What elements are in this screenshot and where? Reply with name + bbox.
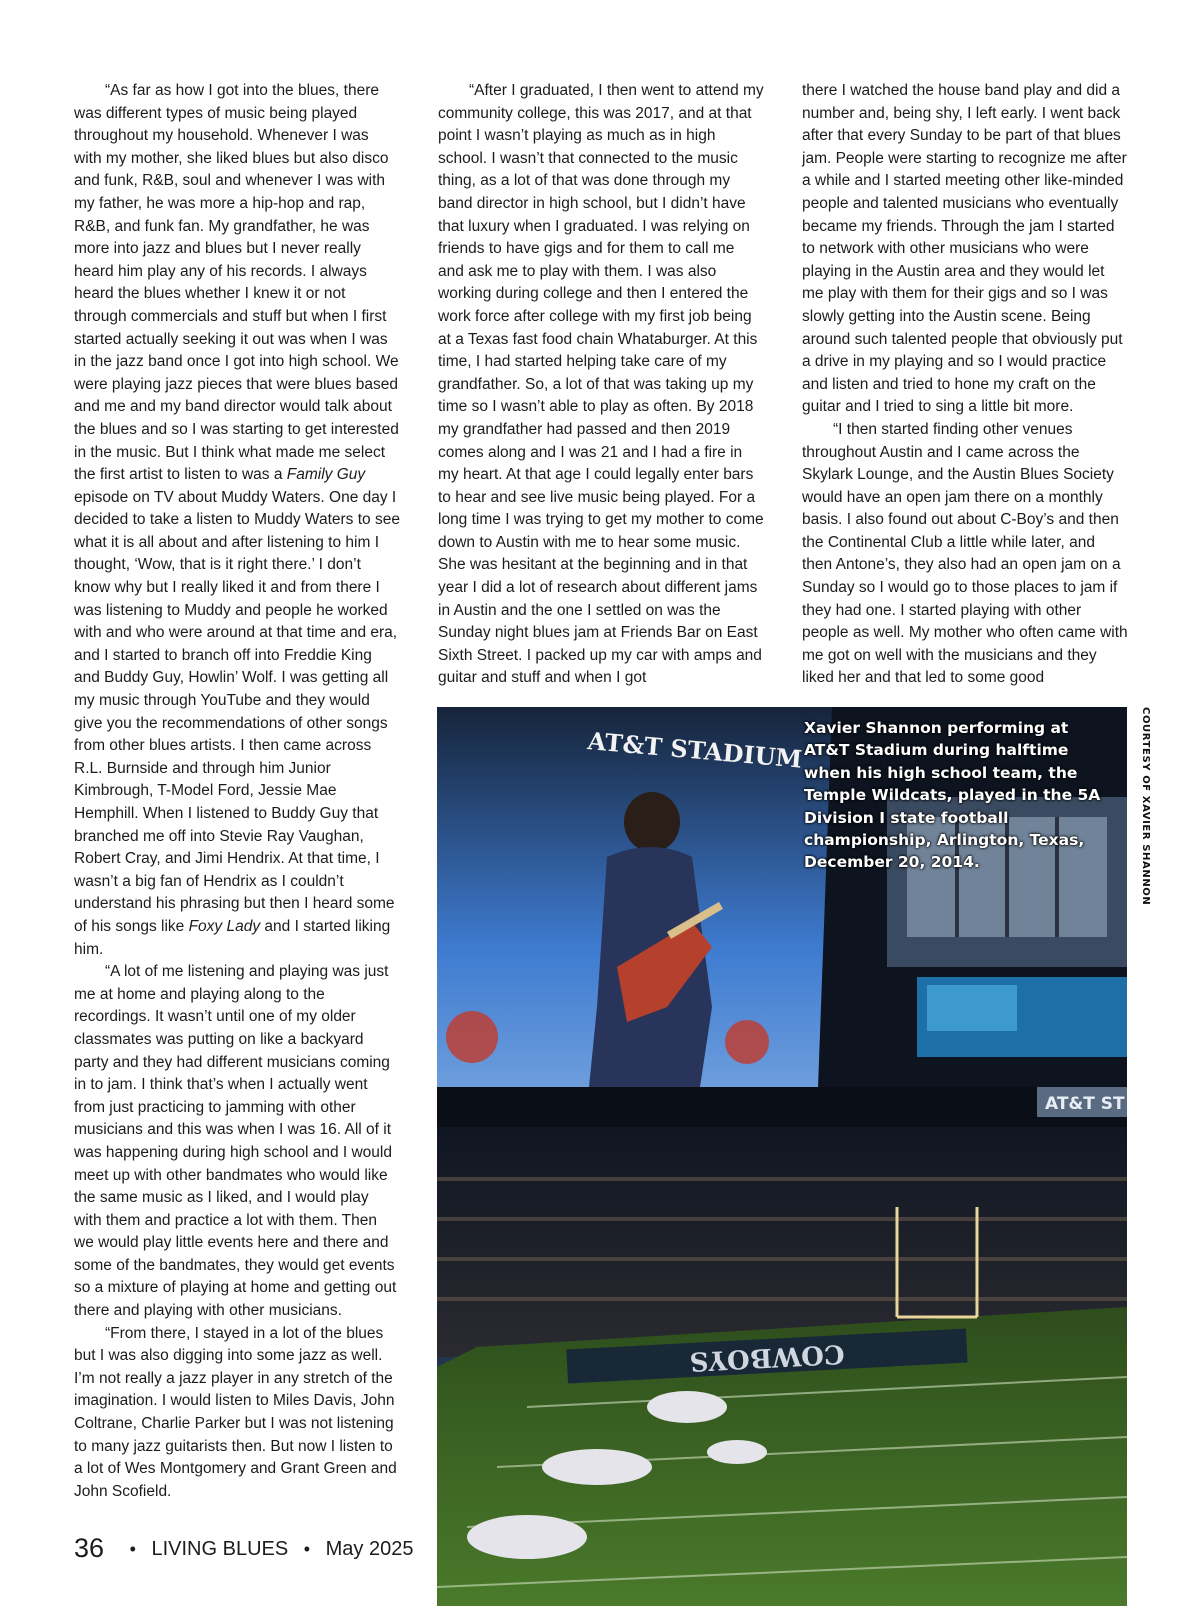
screen-sign: AT&T STADIUM [586,726,804,774]
footer-bullet: • [303,1539,311,1559]
footer-bullet: • [129,1539,136,1559]
photo-caption: Xavier Shannon performing at AT&T Stadium during halftime when his high school team, the Temple Wildcats, played in the 5A Division I state football championship, Arlington, Texas, December 20, 2014. [804,719,1101,872]
side-sign: AT&T ST [1045,1094,1125,1114]
article-column-2 [438,80,764,690]
paragraph-5: there I watched the house band play and did a number and, being shy, I left early. I went back after that every Sunday to be part of that blues jam. People were starting to recognize me after a while and I started meeting other like-minded people and talented musicians who eventually became my friends. Through the jam I started to network with other musicians who were playing in the Austin area and they would let me play with them for their gigs and so I was slowly getting into the Austin scene. Being around such talented people that obviously put a drive in my playing and so I would practice and listen and tried to hone my craft on the guitar and I tried to sing a little bit more. [802,82,1127,416]
issue-date: May 2025 [325,1538,414,1560]
article-column-3 [802,80,1128,690]
paragraph-4: “After I graduated, I then went to attend my community college, this was 2017, and at that point I wasn’t playing as much as in high school. I wasn’t that connected to the music thing, as a lot of that was done through my band director in high school, but I didn’t have that luxury when I graduated. I was relying on friends to have gigs and for them to call me and ask me to play with them. I was also working during college and then I entered the work force after college with my first job being at a Texas fast food chain Whataburger. At this time, I had started helping take care of my grandfather. So, a lot of that was taking up my time so I wasn’t able to play as often. By 2018 my grandfather had passed and then 2019 comes along and I was 21 and I had a fire in my heart. At that age I could legally enter bars to hear and see live music being played. For a long time I was trying to get my mother to come down to Austin with me to hear some music. She was hesitant at the beginning and in that year I did a lot of research about different jams in Austin and the one I settled on was the Sunday night blues jam at Friends Bar on East Sixth Street. I packed up my car with amps and guitar and stuff and when I got [438,82,764,687]
paragraph-2: “A lot of me listening and playing was just me at home and playing along to the recordings. It wasn’t until one of my older classmates was putting on like a backyard party and they had different musicians coming in to jam. I think that’s when I actually went from just practicing to jamming with other musicians and this was when I was 16. All of it was happening during high school and I would meet up with other bandmates who would like the same music as I liked, and I would play with them and practice a lot with them. Then we would play little events here and there and some of the bandmates, they would get events so a mixture of playing at home and getting out there and playing with other musicians. [74,963,397,1320]
paragraph-3: “From there, I stayed in a lot of the blues but I was also digging into some jazz as well. I’m not really a jazz player in any stretch of the imagination. I would listen to Miles Davis, John Coltrane, Charlie Parker but I was not listening to many jazz guitarists then. But now I listen to a lot of Wes Montgomery and Grant Green and John Scofield. [74,1324,397,1500]
article-column-1 [74,80,400,1503]
publication-name: LIVING BLUES [151,1538,289,1560]
photo-credit: COURTESY OF XAVIER SHANNON [1140,707,1151,906]
page-footer [74,1533,413,1564]
endzone-text: COWBOYS [688,1337,846,1377]
page-number: 36 [74,1533,105,1563]
paragraph-6: “I then started finding other venues throughout Austin and I came across the Skylark Lounge, and the Austin Blues Society would have an open jam there on a monthly basis. I also found out about C-Boy’s and then the Continental Club a little while later, and then Antone’s, they also had an open jam on a Sunday so I would go to those places to jam if they had one. I started playing with other people as well. My mother who often came with me got on well with the musicians and they liked her and that led to some good [802,420,1128,687]
paragraph-1: “As far as how I got into the blues, there was different types of music being played throughout my household. Whenever I was with my mother, she liked blues but also disco and funk, R&B, soul and whenever I was with my father, he was more a hip-hop and rap, R&B, and funk fan. My grandfather, he was more into jazz and blues but I never really heard him play any of his records. I always heard the blues whether I knew it or not through commercials and stuff but when I first started actually seeking it out was when I was in the jazz band once I got into high school. We were playing jazz pieces that were blues based and me and my band director would talk about the blues and so I was starting to get interested in the music. But I think what made me select the first artist to listen to was a Family Guy episode on TV about Muddy Waters. One day I decided to take a listen to Muddy Waters to see what it is all about and after listening to him I thought, ‘Wow, that is it right there.’ I don’t know why but I really liked it and from there I was listening to Muddy and people he worked with and who were around at that time and era, and I started to branch off into Freddie King and Buddy Guy, Howlin’ Wolf. I was getting all my music through YouTube and they would give you the recommendations of other songs from other blues artists. I then came across R.L. Burnside and through him Junior Kimbrough, T-Model Ford, Jessie Mae Hemphill. When I listened to Buddy Guy that branched me off into Stevie Ray Vaughan, Robert Cray, and Jimi Hendrix. At that time, I wasn’t a big fan of Hendrix as I couldn’t understand his phrasing but then I heard some of his songs like Foxy Lady and I started liking him. [74,82,400,958]
